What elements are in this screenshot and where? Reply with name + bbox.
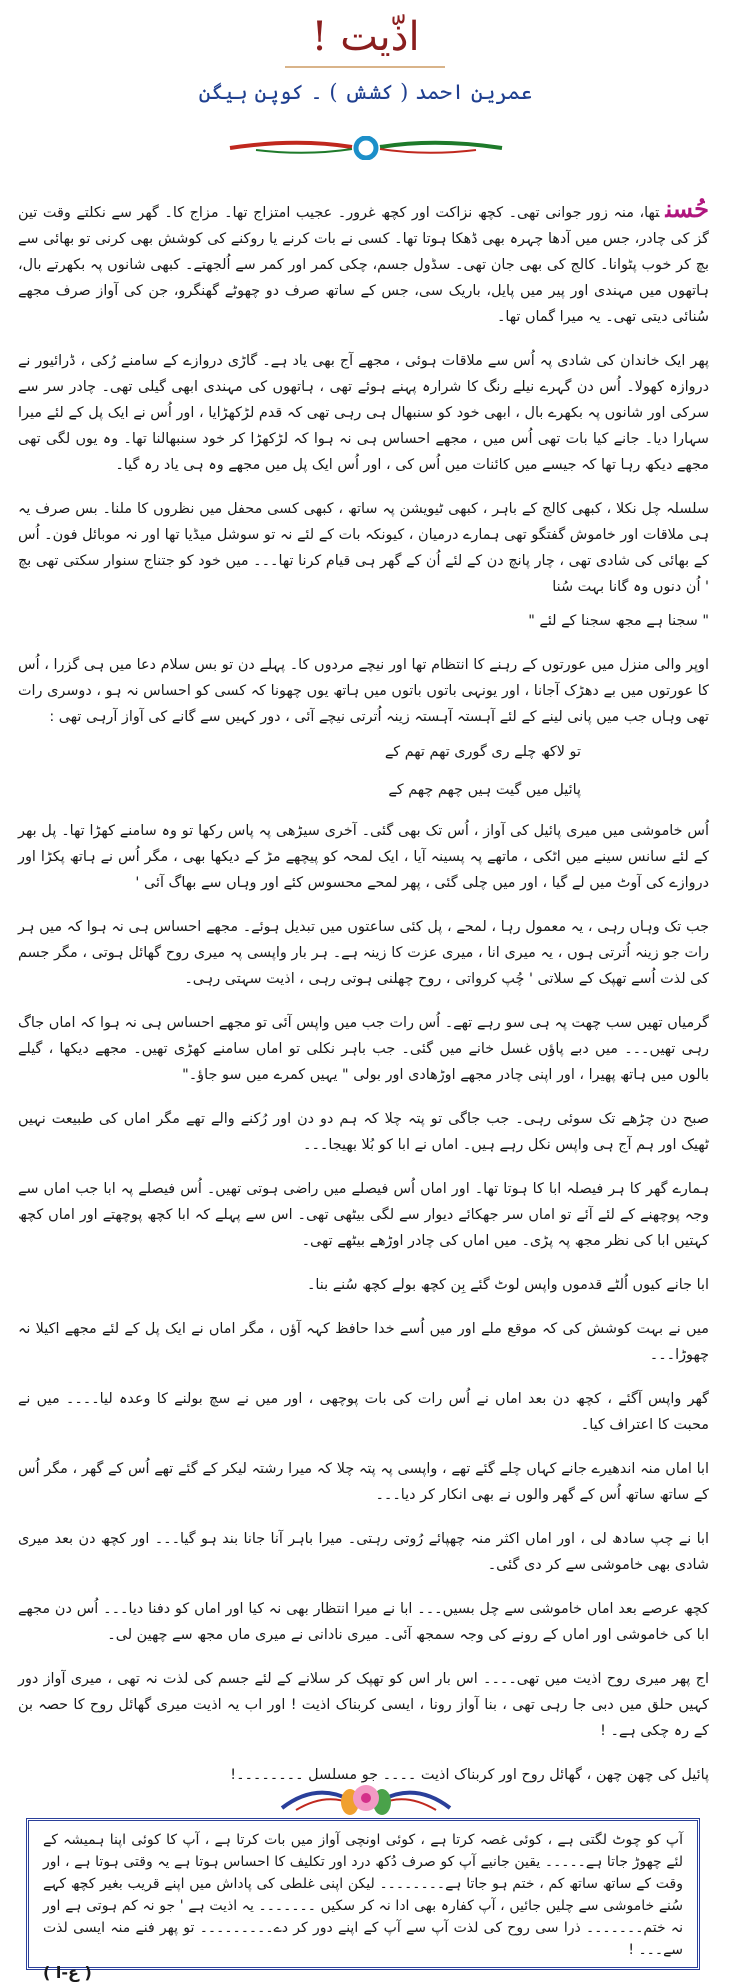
paragraph-12: گھر واپس آگئے ، کچھ دن بعد اماں نے اُس رات کی بات پوچھی ، اور میں نے سچ بولنے کا وعدہ لیا۔۔۔۔ میں نے محبت کا اعتراف کیا۔: [18, 1391, 709, 1433]
paragraph-4: اوپر والی منزل میں عورتوں کے رہنے کا انتظام تھا اور نیچے مردوں کا۔ پہلے دن تو بس سلام دعا میں ہی گزرا ، اُس کا عورتوں میں بے دھڑک آجانا ، اور یونہی باتوں باتوں میں ہاتھ یوں چھونا کہ کسی کو احساس نہ ہو ، دوسری رات تھی وہاں جب میں پانی لینے کے لئے آہستہ آہستہ زینہ اُترتی نیچے آئی ، دور کہیں سے گانے کی آواز آرہی تھی :: [18, 657, 709, 725]
verse-line-1: تو لاکھ چلے ری گوری تھم تھم کے: [384, 744, 581, 760]
verse-line-2: پائیل میں گیت ہیں چھم چھم کے: [388, 782, 581, 798]
paragraph-7: گرمیاں تھیں سب چھت پہ ہی سو رہے تھے۔ اُس رات جب میں واپس آئی تو مجھے احساس ہی نہ ہوا کہ اماں جاگ رہی تھیں۔۔۔ میں دبے پاؤں غسل خانے میں گئی۔ جب باہر نکلی تو اماں سامنے کھڑی تھیں۔ مجھے دیکھا ، گیلے بالوں میں ہاتھ پھیرا ، اور اپنی چادر مجھے اوڑھادی اور بولی " یہیں کمرے میں سو جاؤ۔": [18, 1015, 709, 1083]
author-line: عمرین احمد ( کشش ) ۔ کوپن ہیگن: [198, 80, 533, 104]
paragraph-11: میں نے بہت کوشش کی کہ موقع ملے اور میں اُسے خدا حافظ کہہ آؤں ، مگر اماں نے ایک پل کے لئے مجھے اکیلا نہ چھوڑا۔۔۔: [18, 1321, 709, 1363]
paragraph-16: اج پھر میری روح اذیت میں تھی۔۔۔۔ اس بار اس کو تھپک کر سلانے کے لئے جسم کی لذت نہ تھی ، میری آواز دور کہیں حلق میں دبی جا رہی تھی ، بنا آواز رونا ، ایسی کربناک اذیت ! اور اب یہ اذیت میری گھائل روح کا حصہ بن کے رہ چکی ہے۔ !: [18, 1671, 709, 1739]
paragraph-3: سلسلہ چل نکلا ، کبھی کالج کے باہر ، کبھی ٹیویشن پہ ساتھ ، کبھی کسی محفل میں نظروں کا ملنا۔ بس صرف یہ ہی ملاقات اور خاموش گفتگو تھی ہمارے درمیان ، کیونکہ بات کے لئے نہ تو سوشل میڈیا تھا اور نہ موبائل فون۔ اُس کے بھائی کی شادی تھی ، چار پانچ دن کے لئے اُن کے گھر ہی قیام کرنا تھا۔۔۔ میں خود کو جتناج سنوار سکتی تھی بچ ' اُن دنوں وہ گانا بہت سُنا: [18, 501, 709, 595]
paragraph-1: حُسنتھا، منہ زور جوانی تھی۔ کچھ نزاکت اور کچھ غرور۔ عجیب امتزاج تھا۔ مزاج کا۔ گھر سے نکلتے وقت تین گز کی چادر، جس میں آدھا چہرہ بھی ڈھکا ہوتا تھا۔ کسی نے بات کرنے یا روکنے کی کوشش بھی کرنی تو بھائی سے بچ کر خوب پٹوانا۔ کالج کی بھی جان تھی۔ سڈول جسم، چکی کمر اور کمر سے اُلجھتے۔ کبھی شانوں پہ بکھرتے بال، ہاتھوں میں مہندی اور پیر میں پایل، باریک سی، جس کے ساتھ صرف دو چھوٹے گھنگرو، جن کی آواز صرف مجھے سُنائی دیتی تھی۔ یہ میرا گماں تھا۔: [18, 194, 709, 325]
closing-line: پائیل کی چھن چھن ، گھائل روح اور کربناک اذیت ۔۔۔۔ جو مسلسل ۔۔۔۔۔۔۔۔!: [230, 1767, 709, 1783]
reflection-note-box: [26, 1818, 700, 1982]
paragraph-10: ابا جانے کیوں اُلٹے قدموں واپس لوٹ گئے بِن کچھ بولے کچھ سُنے بنا۔: [306, 1277, 709, 1293]
story-body: [0, 196, 731, 1806]
paragraph-2: پھر ایک خاندان کی شادی پہ اُس سے ملاقات ہوئی ، مجھے آج بھی یاد ہے۔ گاڑی دروازے کے سامنے رُکی ، ڈرائیور نے دروازہ کھولا۔ اُس دن گہرے نیلے رنگ کا شرارہ پہنے ہوئے تھی ، ہاتھوں کی مہندی ابھی گیلی تھی۔ چادر سر سے سرکی اور شانوں پہ بکھرے بال ، ابھی خود کو سنبھال ہی رہی تھی کہ قدم لڑکھڑایا ، اور اُس نے ایک پل کے لئے میرا سہارا دیا۔ جانے کیا بات تھی اُس میں ، مجھے احساس ہی نہ ہوا کہ لڑکھڑا کر خود سنبھالنا تھا۔ وہ یوں لگی تھی مجھے دیکھ رہا تھا کہ جیسے میں کائنات میں اُس کی ، اور اُس ایک پل میں مجھے وہ ہی یاد رہ گیا۔: [18, 353, 709, 473]
paragraph-6: جب تک وہاں رہی ، یہ معمول رہا ، لمحے ، پل کئی ساعتوں میں تبدیل ہوئے۔ مجھے احساس ہی نہ ہوا کہ میں ہر رات جو زینہ اُترتی ہوں ، یہ میری انا ، میری عزت کا زینہ ہے۔ ہر بار واپسی پہ میری روح گھائل ہوتی ، مگر جسم کی لذت اُسے تھپک کے سلاتی ' چُپ کرواتی ، روح چھلنی ہوتی رہی ، اذیت سہتی رہی۔: [18, 919, 709, 987]
note-text: آپ کو چوٹ لگتی ہے ، کوئی غصہ کرتا ہے ، کوئی اونچی آواز میں بات کرتا ہے ، آپ کا کوئی اپنا ہمیشہ کے لئے چھوڑ جاتا ہے۔۔۔۔۔ یقین جانیے آپ کو صرف دُکھ درد اور تکلیف کا احساس ہوتا ہے یہ وقتی ہوتا ہے ، اور وقت کے ساتھ ساتھ کم ، ختم ہو جاتا ہے۔۔۔۔۔۔۔۔ لیکن اپنی غلطی کی پاداش میں اپنے قریب بغیر کچھ کہے سُنے خاموشی سے چلیں جائیں ، آپ کفارہ بھی ادا نہ کر سکیں ۔۔۔۔۔۔۔ یہ اذیت ہے ' جو نہ کم ہوتی ہے اور نہ ختم۔۔۔۔۔۔۔ ذرا سی روح کی لذت آپ سے آپ کے اپنے دور کر دے۔۔۔۔۔۔۔۔۔ تو پھر فنے منہ ایسی لذت سے۔۔۔ !: [43, 1832, 683, 1958]
divider-ornament-icon: [226, 136, 506, 160]
paragraph-14: ابا نے چپ سادھ لی ، اور اماں اکثر منہ چھپائے رُوتی رہتی۔ میرا باہر آنا جانا بند ہو گیا۔۔۔ اور کچھ دن بعد میری شادی بھی خاموشی سے کر دی گئی۔: [18, 1531, 709, 1573]
paragraph-5: اُس خاموشی میں میری پائیل کی آواز ، اُس تک بھی گئی۔ آخری سیڑھی پہ پاس رکھا تو وہ سامنے کھڑا تھا۔ پل بھر کے لئے سانس سینے میں اٹکی ، ماتھے پہ پسینہ آیا ، ایک لمحہ کو پیچھے مڑ کے دیکھا بھی ، مگر اُس نے ہاتھ پکڑا اور دروازے کی آوٹ میں لے گیا ، اور میں چلی گئی ، پھر لمحے محسوس کئے اور وہاں سے بھاگ آئی ': [18, 823, 709, 891]
paragraph-13: ابا اماں منہ اندھیرے جانے کہاں چلے گئے تھے ، واپسی پہ پتہ چلا کہ میرا رشتہ لیکر کے گئے تھے اُس کے گھر ، مگر اُس کے ساتھ ساتھ اُس کے گھر والوں نے بھی انکار کر دیا۔۔۔: [18, 1461, 709, 1503]
paragraph-9: ہمارے گھر کا ہر فیصلہ ابا کا ہوتا تھا۔ اور اماں اُس فیصلے میں راضی ہوتی تھیں۔ اُس فیصلے پہ ابا جب اماں سے وجہ پوچھنے کے لئے آئے تو اماں سر جھکائے دیوار سے لگی بیٹھی تھی۔ اس سے پہلے کہ ابا کچھ پوچھتے اور اماں کچھ کہتیں ابا کی نظر مجھ پہ پڑی۔ میں اماں کی چادر اوڑھے بیٹھے تھی۔: [18, 1181, 709, 1249]
note-signature: ( ع-ا ): [43, 1963, 92, 1982]
paragraph-8: صبح دن چڑھے تک سوئی رہی۔ جب جاگی تو پتہ چلا کہ ہم دو دن اور رُکنے والے تھے مگر اماں کی طبیعت نہیں ٹھیک اور ہم آج ہی واپس نکل رہے ہیں۔ اماں نے ابا کو بُلا بھیجا۔۔۔: [18, 1111, 709, 1153]
article-title: اذّیت !: [311, 14, 420, 60]
song-quote: " سجنا ہے مجھ سجنا کے لئے ": [528, 613, 709, 629]
title-underline: [285, 66, 445, 68]
story-first-word: حُسن: [665, 194, 709, 223]
floral-ornament-icon: [276, 1778, 456, 1818]
paragraph-15: کچھ عرصے بعد اماں خاموشی سے چل بسیں۔۔۔ ابا نے میرا انتظار بھی نہ کیا اور اماں کو دفنا دیا۔۔۔ اُس دن مجھے ابا کی خاموشی اور اماں کے رونے کی وجہ سمجھ آئی۔ میری نادانی نے میری ماں مجھ سے چھین لی۔: [18, 1601, 709, 1643]
